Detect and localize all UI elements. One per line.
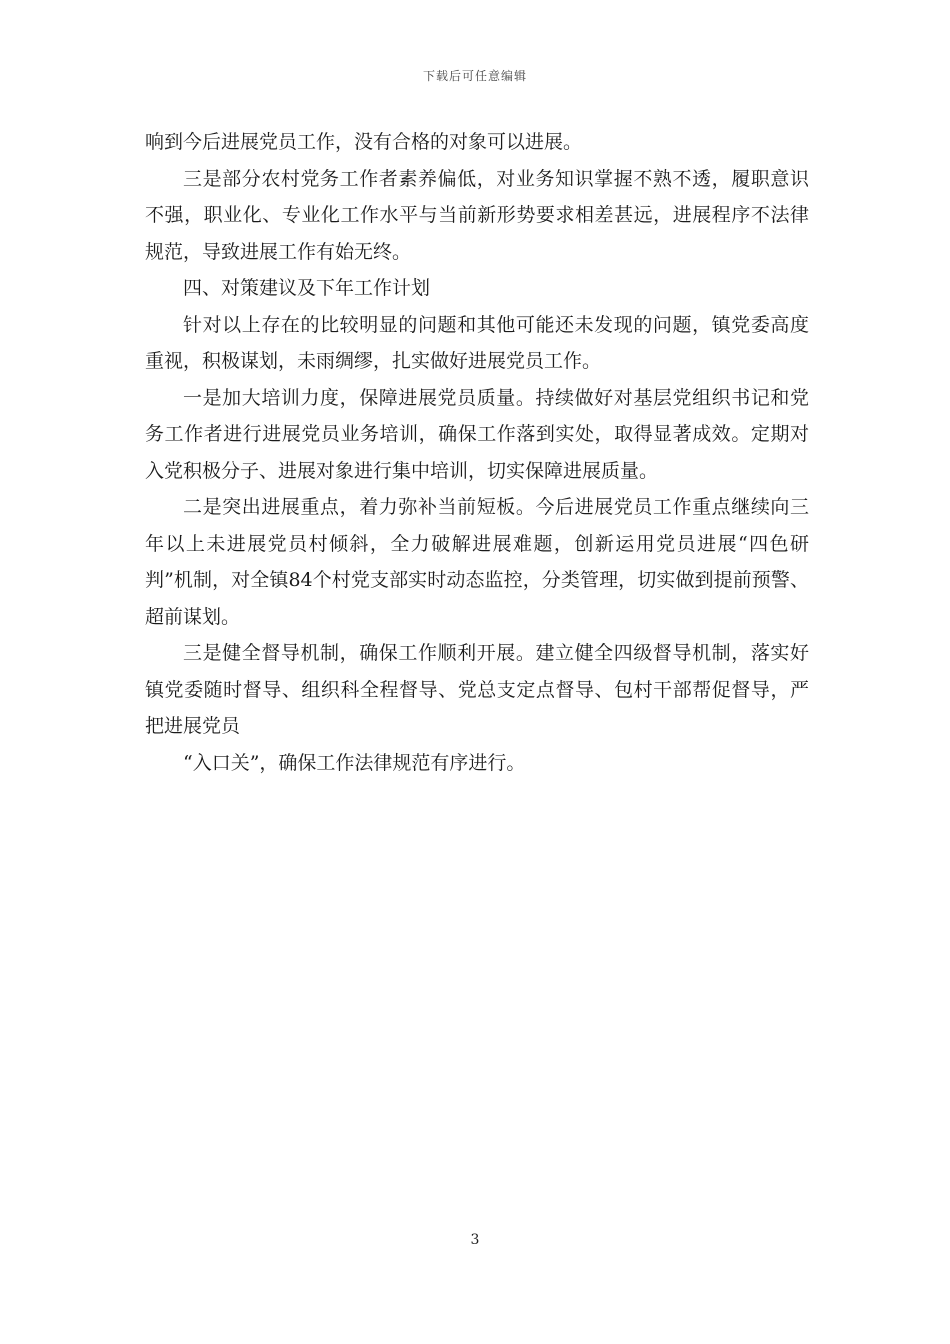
paragraph-measure-one: 一是加大培训力度，保障进展党员质量。持续做好对基层党组织书记和党务工作者进行进展党员业务培训，确保工作落到实处，取得显著成效。定期对入党积极分子、进展对象进行集中培训，切实保障进展质量。 <box>145 386 809 482</box>
header-note: 下载后可任意编辑 <box>422 69 527 83</box>
paragraph-measure-two: 二是突出进展重点，着力弥补当前短板。今后进展党员工作重点继续向三年以上未进展党员村倾斜，全力破解进展难题，创新运用党员进展“四色研判”机制，对全镇84个村党支部实时动态监控，分类管理，切实做到提前预警、超前谋划。 <box>145 496 809 628</box>
page-number: 3 <box>470 1232 480 1248</box>
paragraph-measure-three: 三是健全督导机制，确保工作顺利开展。建立健全四级督导机制，落实好镇党委随时督导、组织科全程督导、党总支定点督导、包村干部帮促督导，严把进展党员 <box>145 642 809 737</box>
paragraph-problem-three: 三是部分农村党务工作者素养偏低，对业务知识掌握不熟不透，履职意识不强，职业化、专业化工作水平与当前新形势要求相差甚远，进展程序不法律规范，导致进展工作有始无终。 <box>145 167 809 263</box>
section-heading: 四、对策建议及下年工作计划 <box>183 277 431 299</box>
paragraph-measure-three-end: “入口关”，确保工作法律规范有序进行。 <box>183 751 526 774</box>
paragraph-continuation: 响到今后进展党员工作，没有合格的对象可以进展。 <box>145 131 583 153</box>
document-body <box>145 124 809 781</box>
paragraph-intro: 针对以上存在的比较明显的问题和其他可能还未发现的问题，镇党委高度重视，积极谋划，未雨绸缪，扎实做好进展党员工作。 <box>145 313 809 372</box>
